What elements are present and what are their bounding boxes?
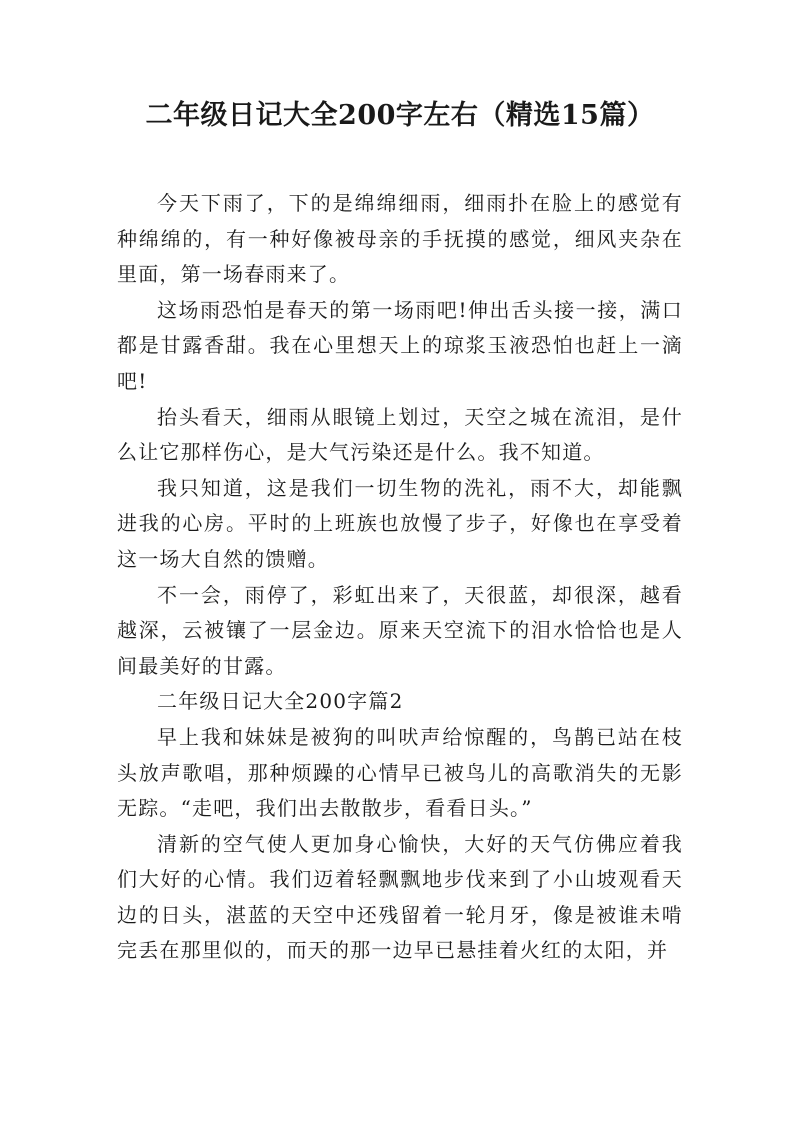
section-heading: 二年级日记大全200字篇2 xyxy=(157,689,404,714)
paragraph: 早上我和妹妹是被狗的叫吠声给惊醒的，鸟鹊已站在枝头放声歌唱，那种烦躁的心情早已被鸟儿的高歌消失的无影无踪。“走吧，我们出去散散步，看看日头。” xyxy=(117,724,683,821)
paragraph: 今天下雨了，下的是绵绵细雨，细雨扑在脸上的感觉有种绵绵的，有一种好像被母亲的手抚摸的感觉，细风夹杂在里面，第一场春雨来了。 xyxy=(117,191,683,287)
paragraph: 我只知道，这是我们一切生物的洗礼，雨不大，却能飘进我的心房。平时的上班族也放慢了步子，好像也在享受着这一场大自然的馈赠。 xyxy=(117,475,683,571)
document-body xyxy=(117,186,683,969)
paragraph: 这场雨恐怕是春天的第一场雨吧!伸出舌头接一接，满口都是甘露香甜。我在心里想天上的琼浆玉液恐怕也赶上一滴吧! xyxy=(117,297,683,393)
paragraph: 抬头看天，细雨从眼镜上划过，天空之城在流泪，是什么让它那样伤心，是大气污染还是什么。我不知道。 xyxy=(117,404,683,465)
paragraph: 清新的空气使人更加身心愉快，大好的天气仿佛应着我们大好的心情。我们迈着轻飘飘地步伐来到了小山坡观看天边的日头，湛蓝的天空中还残留着一轮月牙，像是被谁未啃完丢在那里似的，而天的那一边早已悬挂着火红的太阳，并 xyxy=(117,831,683,963)
document-title: 二年级日记大全200字左右（精选15篇） xyxy=(145,100,655,131)
paragraph: 不一会，雨停了，彩虹出来了，天很蓝，却很深，越看越深，云被镶了一层金边。原来天空流下的泪水恰恰也是人间最美好的甘露。 xyxy=(117,582,683,678)
